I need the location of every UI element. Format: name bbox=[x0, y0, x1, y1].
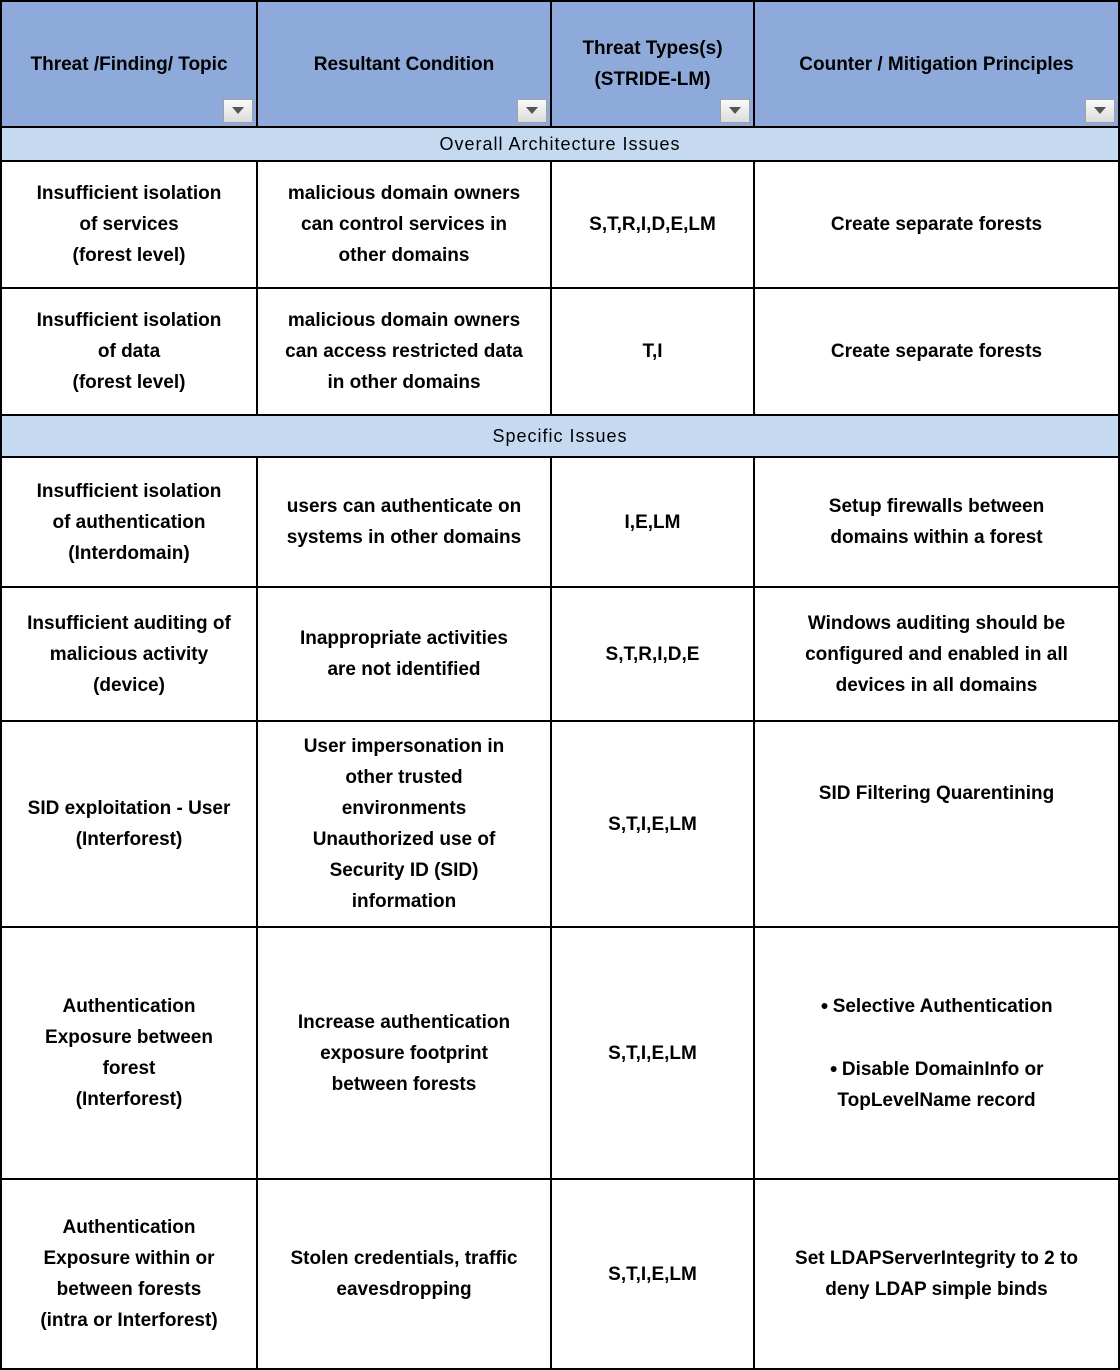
chevron-down-icon bbox=[232, 107, 244, 115]
filter-dropdown-button[interactable] bbox=[223, 99, 253, 123]
chevron-down-icon bbox=[729, 107, 741, 115]
threat-types-cell: S,T,I,E,LM bbox=[551, 1179, 754, 1369]
condition-cell: users can authenticate on systems in other domains bbox=[257, 457, 551, 587]
threat-cell: SID exploitation - User (Interforest) bbox=[1, 721, 257, 927]
threat-cell: Authentication Exposure between forest (Interforest) bbox=[1, 927, 257, 1179]
table-row bbox=[1, 1179, 1119, 1369]
condition-cell: Stolen credentials, traffic eavesdropping bbox=[257, 1179, 551, 1369]
filter-dropdown-button[interactable] bbox=[1085, 99, 1115, 123]
header-cell-condition bbox=[257, 1, 551, 127]
mitigation-cell: Create separate forests bbox=[754, 288, 1119, 415]
mitigation-bullet: ● Selective Authentication bbox=[759, 990, 1114, 1022]
condition-cell: malicious domain owners can access restricted data in other domains bbox=[257, 288, 551, 415]
mitigation-cell: Set LDAPServerIntegrity to 2 to deny LDAP simple binds bbox=[754, 1179, 1119, 1369]
mitigation-cell bbox=[754, 927, 1119, 1179]
section-header-row bbox=[1, 127, 1119, 161]
table-row bbox=[1, 288, 1119, 415]
mitigation-cell: Setup firewalls between domains within a forest bbox=[754, 457, 1119, 587]
threat-types-cell: S,T,R,I,D,E bbox=[551, 587, 754, 721]
mitigation-cell: SID Filtering Quarentining bbox=[754, 721, 1119, 927]
header-label: Threat /Finding/ Topic bbox=[30, 53, 228, 75]
threat-cell: Authentication Exposure within or between forests (intra or Interforest) bbox=[1, 1179, 257, 1369]
threat-types-cell: T,I bbox=[551, 288, 754, 415]
section-title: Overall Architecture Issues bbox=[1, 127, 1119, 161]
threat-types-cell: S,T,I,E,LM bbox=[551, 721, 754, 927]
condition-cell: User impersonation in other trusted environments Unauthorized use of Security ID (SID) information bbox=[257, 721, 551, 927]
header-label: Resultant Condition bbox=[313, 53, 495, 75]
threat-types-cell: S,T,R,I,D,E,LM bbox=[551, 161, 754, 288]
mitigation-bullet: ● Disable DomainInfo or TopLevelName record bbox=[759, 1053, 1114, 1116]
condition-cell: malicious domain owners can control services in other domains bbox=[257, 161, 551, 288]
table-row bbox=[1, 587, 1119, 721]
threat-cell: Insufficient isolation of services (forest level) bbox=[1, 161, 257, 288]
chevron-down-icon bbox=[1094, 107, 1106, 115]
section-title: Specific Issues bbox=[1, 415, 1119, 457]
threat-types-cell: S,T,I,E,LM bbox=[551, 927, 754, 1179]
mitigation-bullet-list bbox=[759, 959, 1114, 1147]
threat-cell: Insufficient auditing of malicious activity (device) bbox=[1, 587, 257, 721]
section-header-row bbox=[1, 415, 1119, 457]
condition-cell: Inappropriate activities are not identified bbox=[257, 587, 551, 721]
table-row bbox=[1, 457, 1119, 587]
header-cell-threat-types bbox=[551, 1, 754, 127]
header-label: Counter / Mitigation Principles bbox=[799, 53, 1074, 75]
threat-cell: Insufficient isolation of authentication (Interdomain) bbox=[1, 457, 257, 587]
header-cell-mitigation bbox=[754, 1, 1119, 127]
chevron-down-icon bbox=[526, 107, 538, 115]
condition-cell: Increase authentication exposure footprint between forests bbox=[257, 927, 551, 1179]
filter-dropdown-button[interactable] bbox=[720, 99, 750, 123]
threat-types-cell: I,E,LM bbox=[551, 457, 754, 587]
table-row bbox=[1, 721, 1119, 927]
table-row bbox=[1, 927, 1119, 1179]
header-cell-threat bbox=[1, 1, 257, 127]
table-row bbox=[1, 161, 1119, 288]
mitigation-cell: Windows auditing should be configured and enabled in all devices in all domains bbox=[754, 587, 1119, 721]
filter-dropdown-button[interactable] bbox=[517, 99, 547, 123]
header-label: Threat Types(s) (STRIDE-LM) bbox=[582, 38, 723, 90]
header-row bbox=[1, 1, 1119, 127]
threat-cell: Insufficient isolation of data (forest level) bbox=[1, 288, 257, 415]
mitigation-cell: Create separate forests bbox=[754, 161, 1119, 288]
